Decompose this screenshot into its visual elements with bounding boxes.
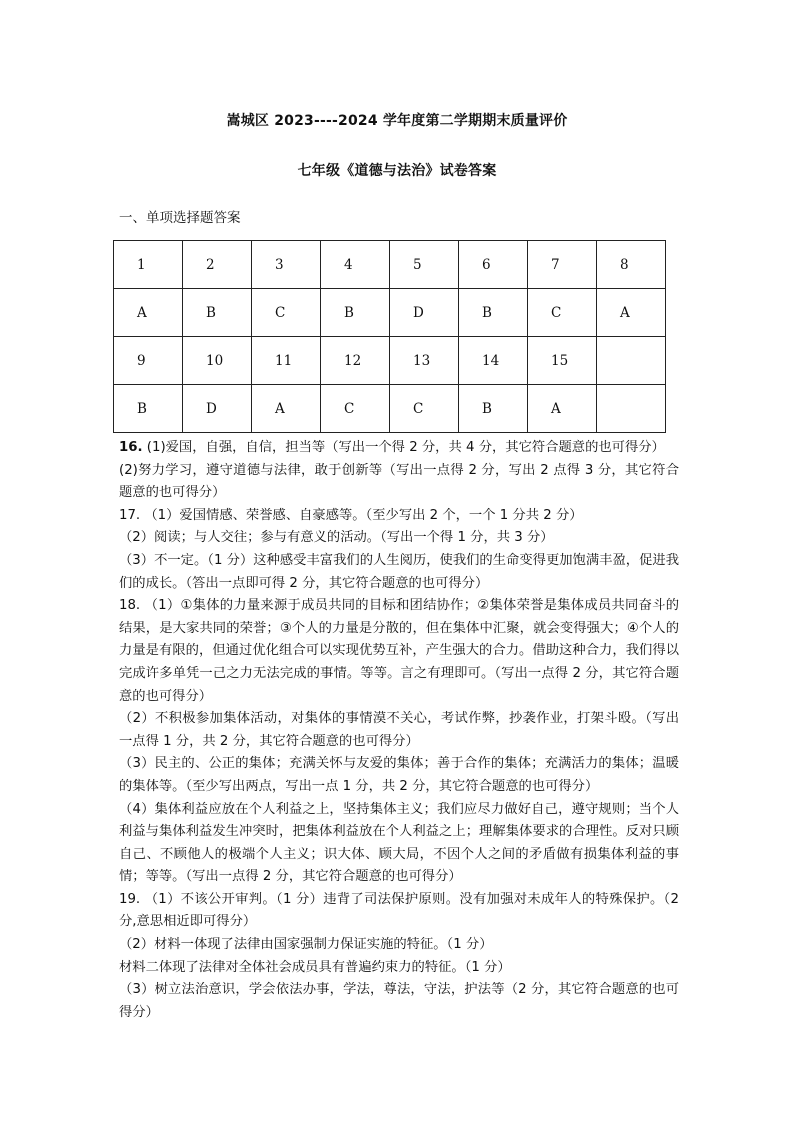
q16-p1	[119, 437, 679, 460]
question-number-cell	[597, 337, 666, 385]
table-row	[114, 385, 666, 433]
question-number-cell: 15	[528, 337, 597, 385]
answer-table	[113, 240, 666, 433]
q16-number: 16.	[119, 440, 143, 455]
table-row	[114, 337, 666, 385]
answer-cell: D	[390, 289, 459, 337]
question-number-cell: 6	[459, 241, 528, 289]
page-title: 嵩城区 2023----2024 学年度第二学期期末质量评价	[226, 113, 568, 129]
q19-p2: （2）材料一体现了法律由国家强制力保证实施的特征。（1 分）	[119, 937, 493, 953]
q17-p1: 17. （1）爱国情感、荣誉感、自豪感等。（至少写出 2 个，一个 1 分共 2 分）	[119, 507, 583, 523]
q16-p1-text: (1)爱国，自强，自信，担当等（写出一个得 2 分，共 4 分，其它符合题意的也可得分）	[146, 440, 665, 455]
page-subtitle: 七年级《道德与法治》试卷答案	[297, 163, 497, 179]
answer-cell: A	[597, 289, 666, 337]
question-number-cell: 14	[459, 337, 528, 385]
question-number-cell: 5	[390, 241, 459, 289]
answer-cell: C	[528, 289, 597, 337]
answer-cell: B	[183, 289, 252, 337]
answer-cell: D	[183, 385, 252, 433]
q19-p4: （3）树立法治意识，学会依法办事，学法，尊法，守法，护法等（2 分，其它符合题意的也可得分）	[119, 982, 679, 1020]
question-number-cell: 13	[390, 337, 459, 385]
answer-cell: C	[321, 385, 390, 433]
q18-p3: （3）民主的、公正的集体；充满关怀与友爱的集体；善于合作的集体；充满活力的集体；温暖的集体等。（至少写出两点，写出一点 1 分，共 2 分，其它符合题意的也可得分）	[119, 756, 679, 794]
q18-p2: （2）不积极参加集体活动，对集体的事情漠不关心，考试作弊，抄袭作业，打架斗殴。（写出一点得 1 分，共 2 分，其它符合题意的也可得分）	[119, 711, 679, 749]
answer-cell: B	[459, 289, 528, 337]
section-heading: 一、单项选择题答案	[119, 210, 241, 226]
answer-cell: B	[321, 289, 390, 337]
q18-p1: 18. （1）①集体的力量来源于成员共同的目标和团结协作；②集体荣誉是集体成员共同奋斗的结果，是大家共同的荣誉；③个人的力量是分散的，但在集体中汇聚，就会变得强大；④个人的力量是有限的，但通过优化组合可以实现优势互补，产生强大的合力。借助这种合力，我们得以完成许多单凭一己之力无法完成的事情。等等。言之有理即可。（写出一点得 2 分，其它符合题意的也可得分）	[119, 598, 679, 704]
q18-p4: （4）集体利益应放在个人利益之上，坚持集体主义；我们应尽力做好自己，遵守规则；当个人利益与集体利益发生冲突时，把集体利益放在个人利益之上；理解集体要求的合理性。反对只顾自己、不顾他人的极端个人主义；识大体、顾大局，不因个人之间的矛盾做有损集体利益的事情；等等。（写出一点得 2 分，其它符合题意的也可得分）	[119, 801, 679, 885]
answers-body	[119, 437, 679, 1024]
table-row	[114, 289, 666, 337]
answer-cell	[597, 385, 666, 433]
question-number-cell: 7	[528, 241, 597, 289]
answer-cell: A	[114, 289, 183, 337]
q17-p3: （3）不一定。（1 分）这种感受丰富我们的人生阅历，使我们的生命变得更加饱满丰盈，促进我们的成长。（答出一点即可得 2 分，其它符合题意的也可得分）	[119, 552, 679, 591]
question-number-cell: 8	[597, 241, 666, 289]
answer-cell: A	[252, 385, 321, 433]
answer-cell: B	[459, 385, 528, 433]
question-number-cell: 12	[321, 337, 390, 385]
answer-cell: A	[528, 385, 597, 433]
table-row	[114, 241, 666, 289]
q17-p2: （2）阅读；与人交往；参与有意义的活动。（写出一个得 1 分，共 3 分）	[119, 530, 554, 546]
question-number-cell: 2	[183, 241, 252, 289]
answer-cell: B	[114, 385, 183, 433]
question-number-cell: 4	[321, 241, 390, 289]
question-number-cell: 1	[114, 241, 183, 289]
answer-cell: C	[390, 385, 459, 433]
question-number-cell: 10	[183, 337, 252, 385]
question-number-cell: 11	[252, 337, 321, 385]
answer-cell: C	[252, 289, 321, 337]
question-number-cell: 9	[114, 337, 183, 385]
question-number-cell: 3	[252, 241, 321, 289]
q19-p3: 材料二体现了法律对全体社会成员具有普遍约束力的特征。（1 分）	[119, 959, 511, 975]
q19-p1: 19. （1）不该公开审判。（1 分）违背了司法保护原则。没有加强对未成年人的特殊保护。（2 分,意思相近即可得分）	[119, 891, 679, 930]
q16-p2: (2)努力学习，遵守道德与法律，敢于创新等（写出一点得 2 分，写出 2 点得 3 分，其它符合题意的也可得分）	[119, 462, 679, 501]
